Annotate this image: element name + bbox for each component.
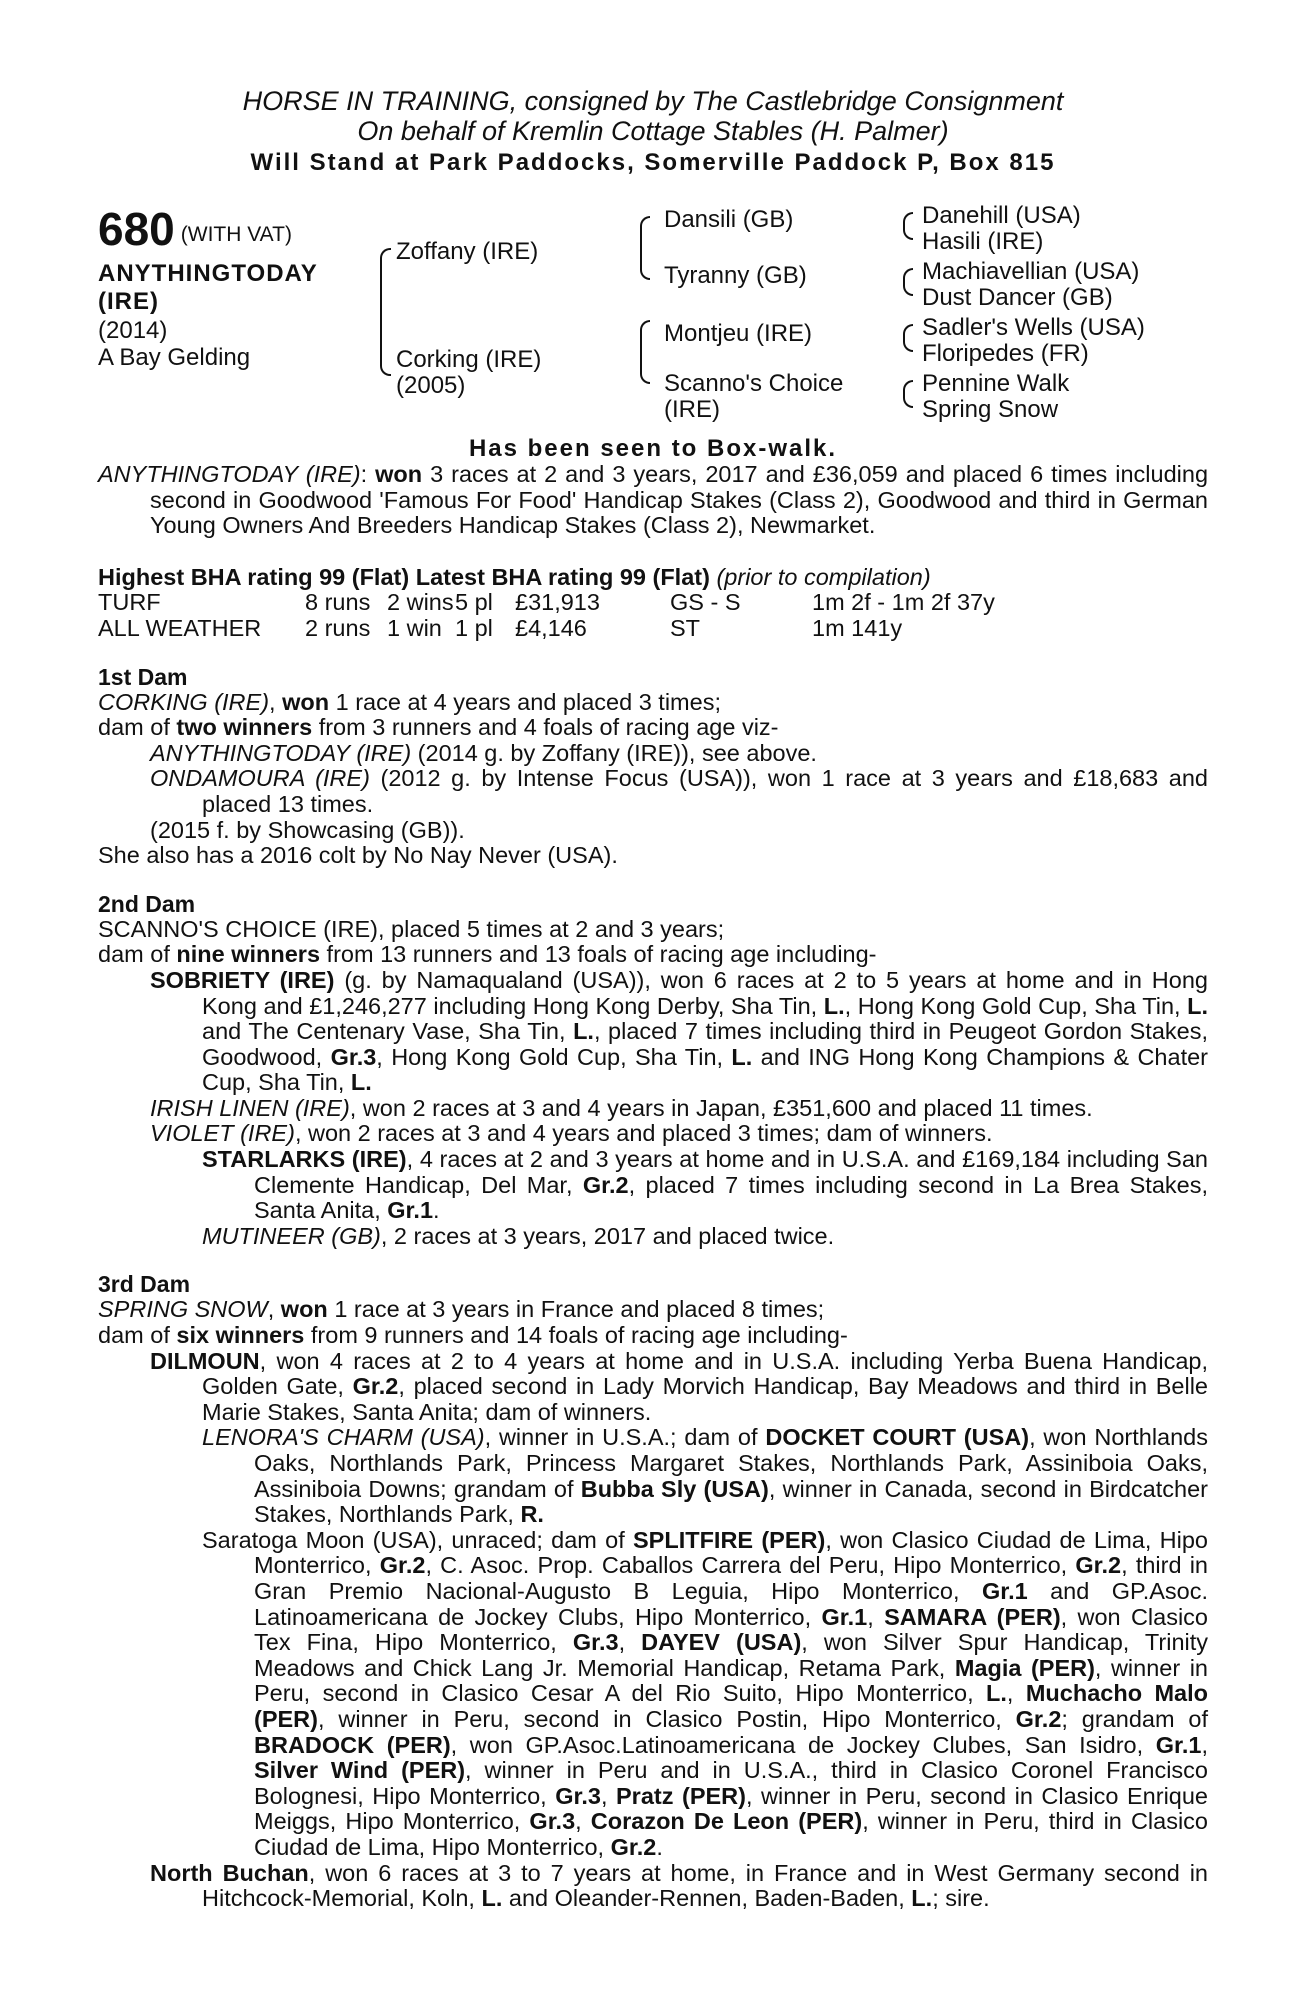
race-summary: ANYTHINGTODAY (IRE): won 3 races at 2 and 3 years, 2017 and £36,059 and placed 6 times including second in Goodwood 'Famous For Food' Handicap Stakes (Class 2), Goodwood and third in German Young Owners And Breeders Handicap Stakes (Class 2), Newmarket.	[98, 461, 1209, 539]
offspring-entry: ONDAMOURA (IRE) (2012 g. by Intense Focus (USA)), won 1 race at 3 years and £18,683 and placed 13 times.	[150, 765, 1208, 817]
dam-dam-suffix: (IRE)	[664, 396, 720, 423]
pedigree-brace-6	[903, 324, 913, 352]
third-dam-produce: dam of six winners from 9 runners and 14 foals of racing age including-	[98, 1322, 848, 1349]
grandoffspring-entry: LENORA'S CHARM (USA), winner in U.S.A.; dam of DOCKET COURT (USA), won Northlands Oaks, Northlands Park, Princess Margaret Stakes, Northlands Park, Assiniboia Oaks, Assiniboia Downs; grandam of Bubba Sly (USA), winner in Canada, second in Birdcatcher Stakes, Northlands Park, R.	[202, 1424, 1209, 1528]
bha-rating: Highest BHA rating 99 (Flat) Latest BHA rating 99 (Flat) (prior to compilation)	[98, 563, 931, 590]
offspring-entry: (2015 f. by Showcasing (GB)).	[150, 816, 465, 843]
ancestor-8: Spring Snow	[922, 396, 1059, 423]
sire-dam: Tyranny (GB)	[664, 262, 807, 289]
third-dam-heading: 3rd Dam	[98, 1271, 191, 1298]
race-record-table	[98, 590, 1208, 641]
second-dam-heading: 2nd Dam	[98, 890, 196, 917]
catalogue-page	[98, 86, 1208, 1912]
second-dam-produce: dam of nine winners from 13 runners and 13 foals of racing age including-	[98, 941, 877, 968]
dam-year: (2005)	[396, 372, 466, 399]
pedigree-brace-1	[380, 248, 391, 376]
second-dam-line: SCANNO'S CHOICE (IRE), placed 5 times at 2 and 3 years;	[98, 915, 725, 942]
ancestor-6: Floripedes (FR)	[922, 340, 1089, 367]
grandoffspring-entry: MUTINEER (GB), 2 races at 3 years, 2017 and placed twice.	[202, 1222, 835, 1249]
grandoffspring-entry: Saratoga Moon (USA), unraced; dam of SPLITFIRE (PER), won Clasico Ciudad de Lima, Hipo Monterrico, Gr.2, C. Asoc. Prop. Caballos Carrera del Peru, Hipo Monterrico, Gr.2, third in Gran Premio Nacional-Augusto B Leguia, Hipo Monterrico, Gr.1 and GP.Asoc. Latinoamericana de Jockey Clubs, Hipo Monterrico, Gr.1, SAMARA (PER), won Clasico Tex Fina, Hipo Monterrico, Gr.3, DAYEV (USA), won Silver Spur Handicap, Trinity Meadows and Chick Lang Jr. Memorial Handicap, Retama Park, Magia (PER), winner in Peru, second in Clasico Cesar A del Rio Suito, Hipo Monterrico, L., Muchacho Malo (PER), winner in Peru, second in Clasico Postin, Hipo Monterrico, Gr.2; grandam of BRADOCK (PER), won GP.Asoc.Latinoamericana de Jockey Clubes, San Isidro, Gr.1, Silver Wind (PER), winner in Peru and in U.S.A., third in Clasico Coronel Francisco Bolognesi, Hipo Monterrico, Gr.3, Pratz (PER), winner in Peru, second in Clasico Enrique Meiggs, Hipo Monterrico, Gr.3, Corazon De Leon (PER), winner in Peru, third in Clasico Ciudad de Lima, Hipo Monterrico, Gr.2.	[202, 1526, 1209, 1860]
ancestor-3: Machiavellian (USA)	[922, 258, 1140, 285]
ancestor-2: Hasili (IRE)	[922, 228, 1044, 255]
ancestor-1: Danehill (USA)	[922, 202, 1081, 229]
offspring-entry: IRISH LINEN (IRE), won 2 races at 3 and 4 years in Japan, £351,600 and placed 11 times.	[150, 1094, 1093, 1121]
ancestor-5: Sadler's Wells (USA)	[922, 314, 1145, 341]
first-dam-heading: 1st Dam	[98, 663, 188, 690]
horse-description: A Bay Gelding	[98, 344, 251, 371]
dam-sire: Montjeu (IRE)	[664, 320, 813, 347]
box-walk-note: Has been seen to Box-walk.	[468, 435, 838, 462]
pedigree-brace-2	[640, 216, 650, 280]
pedigree-brace-5	[903, 268, 913, 296]
horse-name: ANYTHINGTODAY	[98, 260, 318, 287]
lot-number-line	[98, 202, 292, 256]
offspring-entry: North Buchan, won 6 races at 3 to 7 years at home, in France and in West Germany second in Hitchcock-Memorial, Koln, L. and Oleander-Rennen, Baden-Baden, L.; sire.	[150, 1859, 1208, 1912]
offspring-entry: ANYTHINGTODAY (IRE) (2014 g. by Zoffany (IRE)), see above.	[150, 739, 817, 766]
grandoffspring-entry: STARLARKS (IRE), 4 races at 2 and 3 years at home and in U.S.A. and £169,184 including San Clemente Handicap, Del Mar, Gr.2, placed 7 times including second in La Brea Stakes, Santa Anita, Gr.1.	[202, 1146, 1208, 1224]
ancestor-7: Pennine Walk	[922, 370, 1070, 397]
consignor-line: HORSE IN TRAINING, consigned by The Castlebridge Consignment	[242, 86, 1064, 116]
table-row: ALL WEATHER 2 runs 1 win 1 pl £4,146 ST 1m 141y	[98, 614, 903, 641]
sire: Zoffany (IRE)	[396, 238, 539, 265]
pedigree-brace-7	[903, 380, 913, 408]
offspring-entry: DILMOUN, won 4 races at 2 to 4 years at home and in U.S.A. including Yerba Buena Handicap, Golden Gate, Gr.2, placed second in Lady Morvich Handicap, Bay Meadows and third in Belle Marie Stakes, Santa Anita; dam of winners.	[150, 1347, 1208, 1425]
pedigree-brace-3	[640, 320, 650, 384]
dam: Corking (IRE)	[396, 346, 542, 373]
dam-dam: Scanno's Choice	[664, 370, 844, 397]
vat-note: (WITH VAT)	[180, 223, 292, 246]
offspring-entry: VIOLET (IRE), won 2 races at 3 and 4 years and placed 3 times; dam of winners.	[150, 1120, 993, 1147]
table-row: TURF 8 runs 2 wins 5 pl £31,913 GS - S 1m 2f - 1m 2f 37y	[98, 589, 995, 616]
foaling-year: (2014)	[98, 317, 168, 344]
pedigree-brace-4	[903, 212, 913, 240]
first-dam-note: She also has a 2016 colt by No Nay Never (USA).	[98, 842, 618, 869]
pedigree-block	[98, 202, 1208, 434]
sire-sire: Dansili (GB)	[664, 206, 794, 233]
lot-number: 680	[98, 203, 175, 255]
horse-suffix: (IRE)	[98, 288, 159, 315]
ancestor-4: Dust Dancer (GB)	[922, 284, 1113, 311]
on-behalf-line: On behalf of Kremlin Cottage Stables (H. Palmer)	[357, 116, 949, 146]
third-dam-line: SPRING SNOW, won 1 race at 3 years in France and placed 8 times;	[98, 1296, 825, 1323]
first-dam-line: CORKING (IRE), won 1 race at 4 years and placed 3 times;	[98, 688, 721, 715]
offspring-entry: SOBRIETY (IRE) (g. by Namaqualand (USA)), won 6 races at 2 to 5 years at home and in Hong Kong and £1,246,277 including Hong Kong Derby, Sha Tin, L., Hong Kong Gold Cup, Sha Tin, L. and The Centenary Vase, Sha Tin, L., placed 7 times including third in Peugeot Gordon Stakes, Goodwood, Gr.3, Hong Kong Gold Cup, Sha Tin, L. and ING Hong Kong Champions & Chater Cup, Sha Tin, L.	[150, 966, 1208, 1096]
first-dam-produce: dam of two winners from 3 runners and 4 foals of racing age viz-	[98, 714, 779, 741]
stand-location: Will Stand at Park Paddocks, Somerville Paddock P, Box 815	[250, 149, 1056, 176]
